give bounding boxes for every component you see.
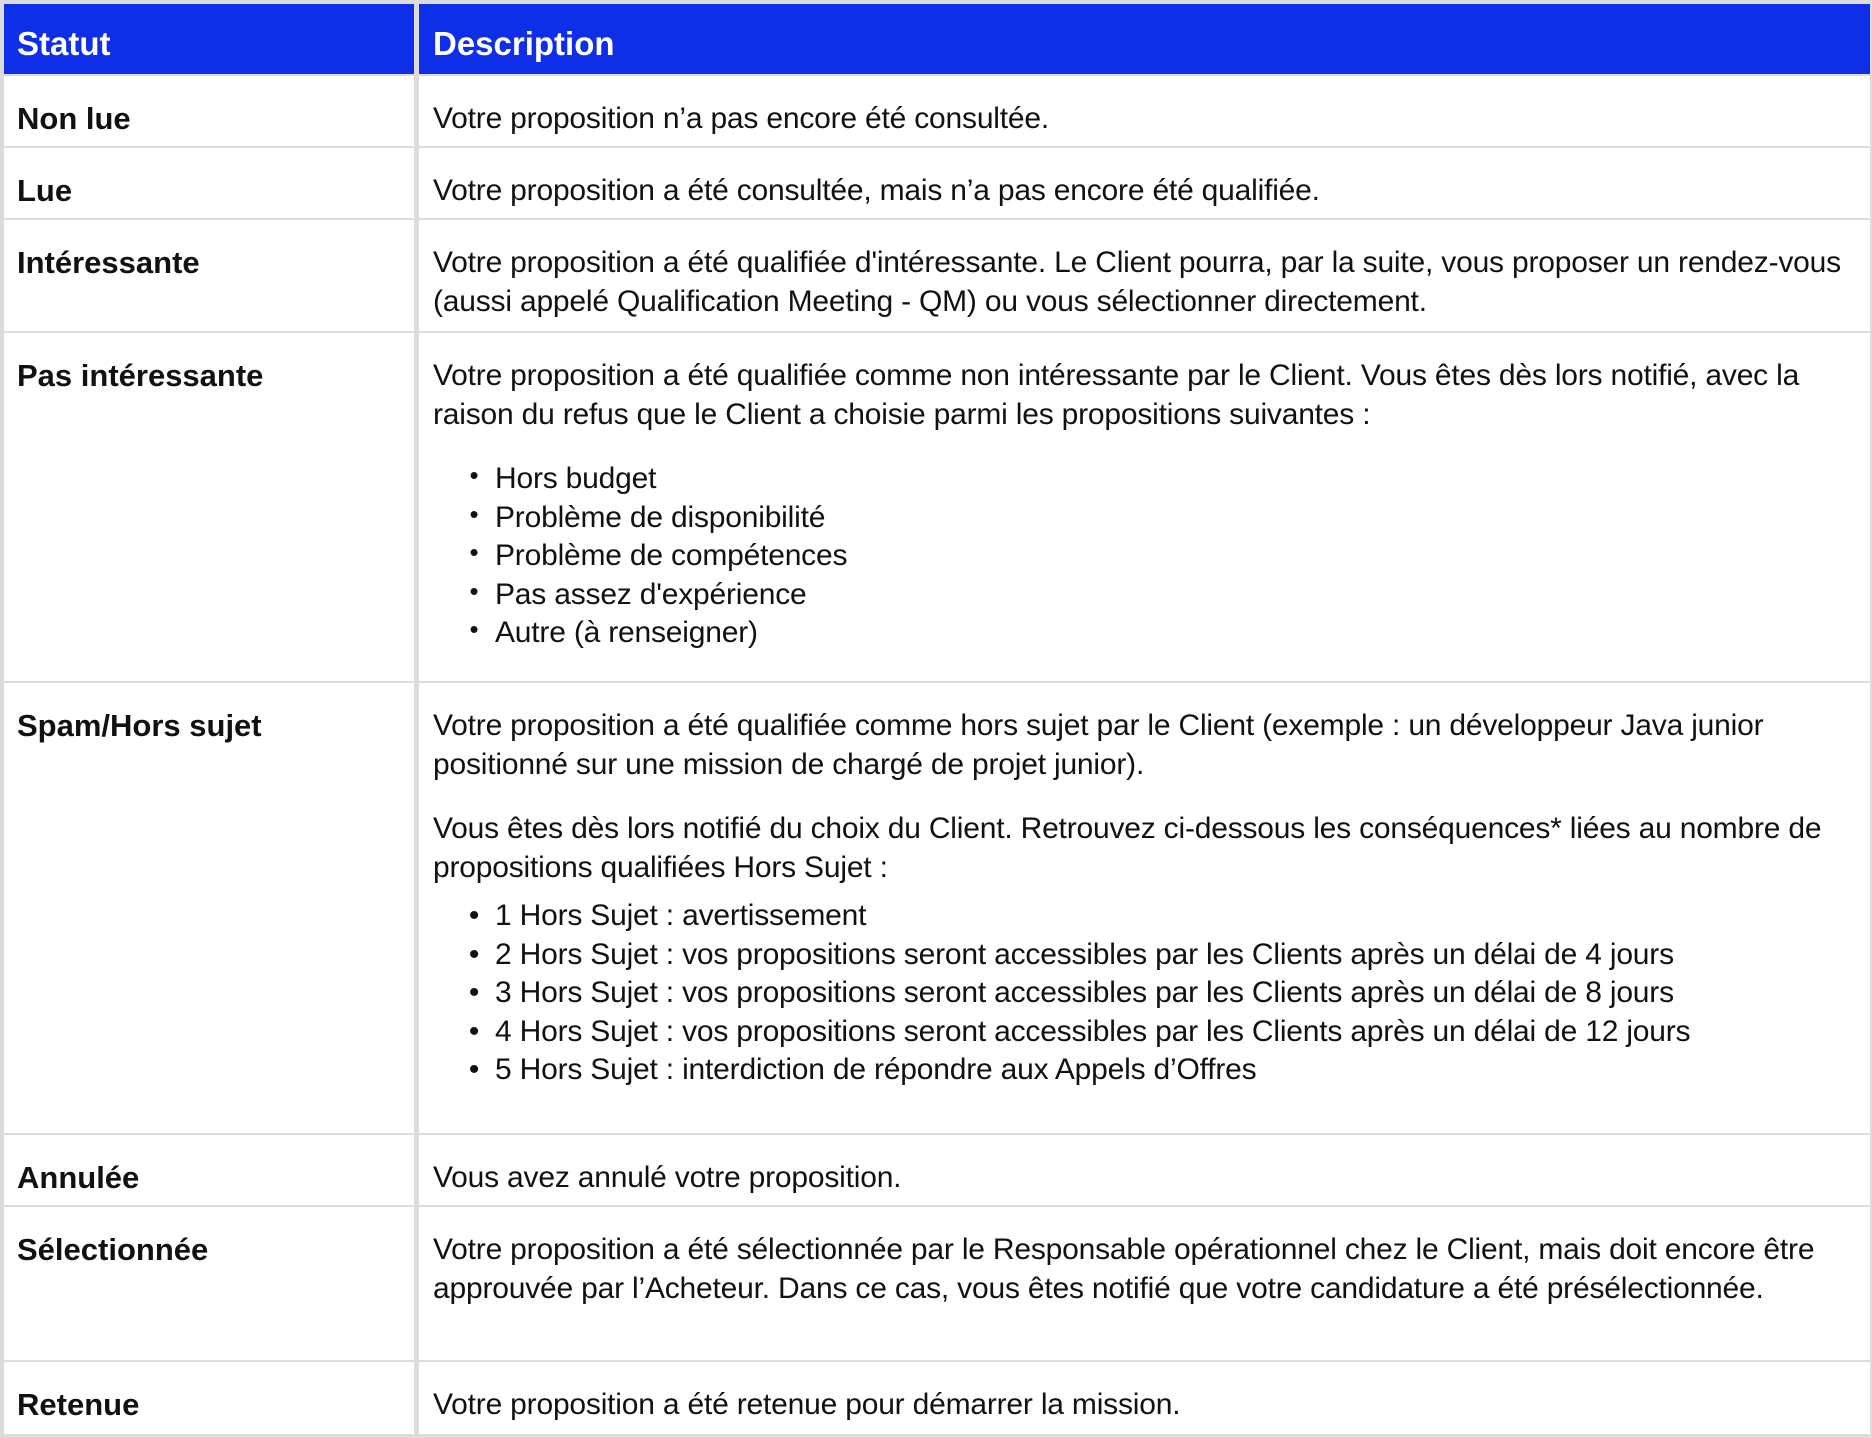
refusal-reasons-list <box>433 460 1860 653</box>
description-text: Votre proposition a été retenue pour démarrer la mission. <box>433 1388 1181 1421</box>
table-row <box>4 333 1870 681</box>
table-row <box>4 76 1870 146</box>
status-description <box>419 76 1870 146</box>
status-label: Lue <box>4 148 414 218</box>
status-description <box>419 333 1870 681</box>
description-text: Vous êtes dès lors notifié du choix du Client. Retrouvez ci-dessous les conséquences* liées au nombre de propositions qualifiées Hors Sujet : <box>433 812 1822 884</box>
status-description <box>419 1362 1870 1434</box>
list-item: • Problème de compétences <box>433 537 1860 576</box>
table-row <box>4 683 1870 1133</box>
description-text: Votre proposition a été qualifiée d'intéressante. Le Client pourra, par la suite, vous proposer un rendez-vous (aussi appelé Qualification Meeting - QM) ou vous sélectionner directement. <box>433 246 1841 318</box>
status-label: Retenue <box>4 1362 414 1434</box>
status-description <box>419 148 1870 218</box>
bullet-icon: • <box>468 899 480 932</box>
header-description: Description <box>419 4 1870 74</box>
table-header <box>4 4 1870 74</box>
description-text: Votre proposition a été sélectionnée par le Responsable opérationnel chez le Client, mais doit encore être approuvée par l’Acheteur. Dans ce cas, vous êtes notifié que votre candidature a été présélectionnée. <box>433 1233 1815 1305</box>
list-item: • Autre (à renseigner) <box>433 614 1860 653</box>
bullet-icon: • <box>468 1014 480 1048</box>
bullet-icon: • <box>468 937 480 971</box>
status-description <box>419 1135 1870 1205</box>
list-item: • 5 Hors Sujet : interdiction de répondre aux Appels d’Offres <box>433 1051 1860 1090</box>
description-text: Votre proposition a été qualifiée comme hors sujet par le Client (exemple : un développeur Java junior positionné sur une mission de chargé de projet junior). <box>433 709 1764 781</box>
status-label: Annulée <box>4 1135 414 1205</box>
bullet-icon: • <box>469 614 479 644</box>
list-item: • Problème de disponibilité <box>433 499 1860 538</box>
table-row <box>4 220 1870 331</box>
bullet-icon: • <box>469 460 479 490</box>
list-item: • Pas assez d'expérience <box>433 576 1860 615</box>
list-item: • Hors budget <box>433 460 1860 499</box>
bullet-icon: • <box>469 537 479 567</box>
table-row <box>4 1207 1870 1360</box>
description-text: Votre proposition a été consultée, mais n’a pas encore été qualifiée. <box>433 174 1320 207</box>
consequences-list <box>433 897 1860 1090</box>
list-item: • 2 Hors Sujet : vos propositions seront accessibles par les Clients après un délai de 4 jours <box>433 936 1860 975</box>
list-item: • 1 Hors Sujet : avertissement <box>433 897 1860 936</box>
table-row <box>4 1362 1870 1434</box>
status-description <box>419 683 1870 1133</box>
status-description <box>419 220 1870 331</box>
description-text: Votre proposition n’a pas encore été consultée. <box>433 102 1050 135</box>
bullet-icon: • <box>468 1053 480 1086</box>
description-text: Vous avez annulé votre proposition. <box>433 1161 902 1194</box>
list-item: • 3 Hors Sujet : vos propositions seront accessibles par les Clients après un délai de 8 jours <box>433 974 1860 1013</box>
bullet-icon: • <box>468 976 480 1009</box>
status-label: Intéressante <box>4 220 414 331</box>
table-row <box>4 148 1870 218</box>
table-row <box>4 1135 1870 1205</box>
status-label: Pas intéressante <box>4 333 414 681</box>
bullet-icon: • <box>469 575 479 606</box>
bullet-icon: • <box>469 498 479 529</box>
header-statut: Statut <box>4 4 414 74</box>
description-text: Votre proposition a été qualifiée comme non intéressante par le Client. Vous êtes dès lors notifié, avec la raison du refus que le Client a choisie parmi les propositions suivantes : <box>433 359 1800 431</box>
status-description <box>419 1207 1870 1360</box>
status-label: Spam/Hors sujet <box>4 683 414 1133</box>
list-item: • 4 Hors Sujet : vos propositions seront accessibles par les Clients après un délai de 12 jours <box>433 1013 1860 1052</box>
status-label: Non lue <box>4 76 414 146</box>
status-label: Sélectionnée <box>4 1207 414 1360</box>
